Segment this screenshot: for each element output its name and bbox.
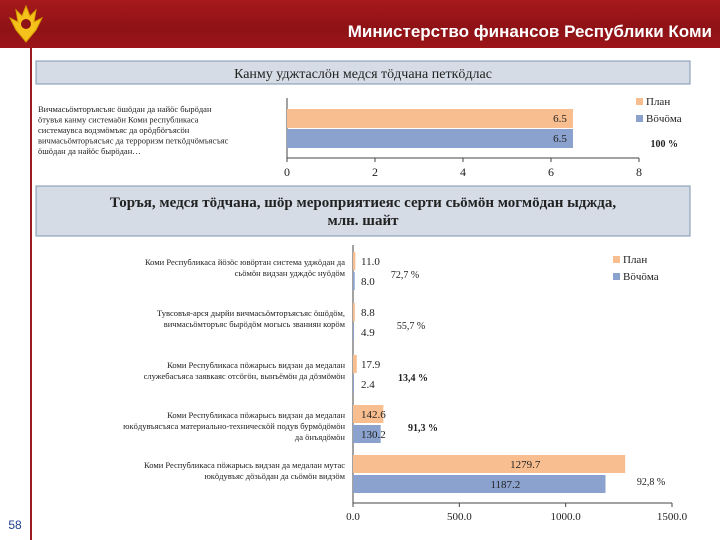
chart2-x-tick-label: 1500.0: [656, 511, 688, 523]
chart2-category-label: Коми Республикаса пӧжарысь видзан да медалан мутас юкӧдувъяс дӧзьӧдан да сьӧмӧн видзӧм: [144, 460, 345, 481]
chart2-data-label: 8.0: [361, 276, 375, 288]
chart2-data-label: 1279.7: [510, 459, 541, 471]
chart1-x-tick-label: 8: [636, 165, 642, 179]
chart1-bar-actual: [287, 129, 573, 148]
chart2-bar-actual: [353, 272, 355, 290]
legend-swatch-plan: [636, 98, 643, 105]
chart2-bar-plan: [353, 303, 355, 321]
chart2-category-label: Коми Республикаса пӧжарысь видзан да медалан служебасъяса заявкаяс отсӧгӧн, вынъёмӧн да дӧзмӧмӧн: [143, 360, 345, 381]
ministry-title: Министерство финансов Республики Коми: [347, 22, 712, 41]
legend-swatch-actual: [636, 115, 643, 122]
legend-label-plan: План: [623, 254, 648, 266]
chart1-title: Канму уджтаслӧн медся тӧдчана петкӧдлас: [234, 67, 492, 82]
chart2-x-tick-label: 0.0: [346, 511, 360, 523]
chart2-percent-label: 13,4 %: [398, 373, 428, 384]
legend-label-plan: План: [646, 96, 671, 108]
chart2-data-label: 8.8: [361, 307, 375, 319]
chart2-category-label: Тувсовъя-арся дырйи вичмасьӧмторъясъяс ӧшӧдӧм, вичмасьӧмторъяс бырӧдӧм могысь званиян корӧм: [157, 308, 345, 329]
chart1-x-tick-label: 0: [284, 165, 290, 179]
chart2-x-tick-label: 500.0: [446, 511, 472, 523]
chart2-category-label: Коми Республикаса йӧзӧс ювӧртан система уджӧдан да сьӧмӧн видзан удждӧс нуӧдӧм: [144, 257, 345, 278]
chart2-bar-plan: [353, 252, 355, 270]
chart2-data-label: 2.4: [361, 379, 375, 391]
chart2-percent-label: 72,7 %: [390, 270, 420, 281]
chart2-bar-plan: [353, 455, 625, 473]
chart2-percent-label: 55,7 %: [396, 321, 426, 332]
chart2-bar-actual: [353, 375, 354, 393]
chart1-x-tick-label: 4: [460, 165, 466, 179]
legend-swatch-plan: [613, 256, 620, 263]
chart2-category-label: Коми Республикаса пӧжарысь видзан да медалан юкӧдувъясъяса материально-техническӧй подув бурмӧдӧмӧн да ӧнъядӧмӧн: [123, 410, 345, 442]
chart2-data-label: 130.2: [361, 429, 386, 441]
page-number: 58: [8, 518, 22, 532]
chart2-title: Торъя, медся тӧдчана, шӧр мероприятиеяс серти сьӧмӧн могмӧдан ыджда, млн. шайт: [109, 195, 617, 229]
chart2-percent-label: 91,3 %: [408, 423, 438, 434]
chart2-data-label: 1187.2: [490, 479, 521, 491]
chart2-x-tick-label: 1000.0: [550, 511, 581, 523]
chart1-x-tick-label: 2: [372, 165, 378, 179]
legend-label-actual: Вӧчӧма: [646, 113, 682, 125]
chart2-percent-label: 92,8 %: [636, 477, 666, 488]
chart1-percent-label: 100 %: [650, 139, 678, 150]
chart2-bar-plan: [353, 355, 357, 373]
chart2-bar-actual: [353, 323, 354, 341]
legend-swatch-actual: [613, 273, 620, 280]
chart2-bar-actual: [353, 475, 605, 493]
chart1-data-label: 6.5: [553, 113, 567, 125]
chart1-x-tick-label: 6: [548, 165, 554, 179]
chart2-data-label: 11.0: [361, 256, 380, 268]
chart1-category-label: Вичмасьӧмторъясъяс ӧшӧдан да найӧс бырӧдан ӧтувъя канму системаӧн Коми республикаса системаувса водзмӧмъяс да орӧдбӧгъясӧн вичмасьӧмторъясъяс да терроризм петкӧдчӧмъясъяс ӧшӧдан да найӧс бырӧдан…: [38, 104, 229, 156]
chart2-data-label: 142.6: [361, 409, 386, 421]
chart2-data-label: 4.9: [361, 327, 375, 339]
chart1-data-label: 6.5: [553, 133, 567, 145]
legend-label-actual: Вӧчӧма: [623, 271, 659, 283]
chart2-data-label: 17.9: [361, 359, 381, 371]
chart1-bar-plan: [287, 109, 573, 128]
